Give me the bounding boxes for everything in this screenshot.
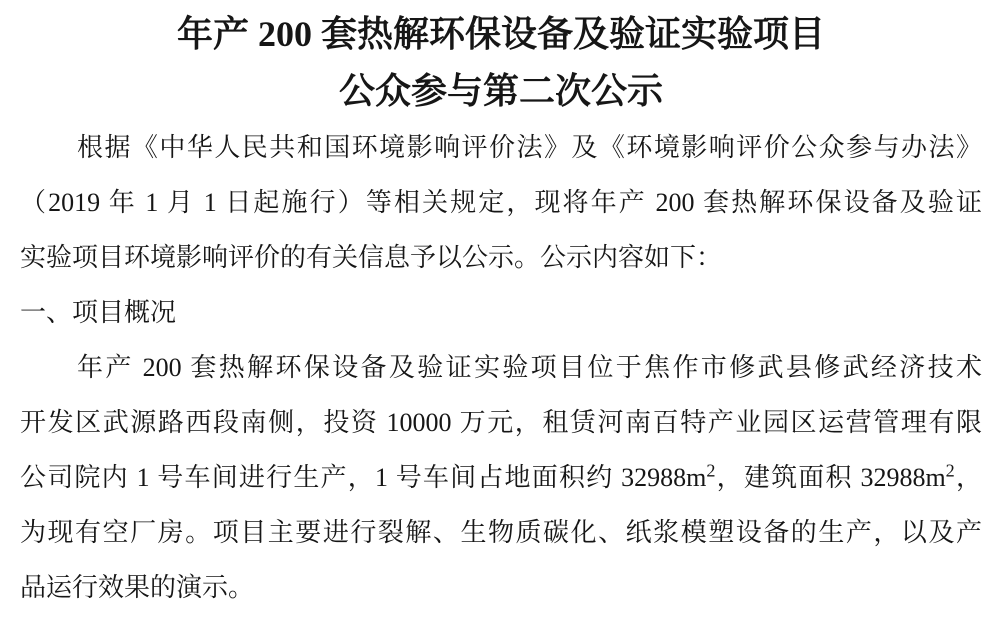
text-line: 公司院内 1 号车间进行生产，1 号车间占地面积约 $32988m^2$，建筑面积 $32988m^2$， bbox=[20, 460, 982, 492]
text-line: 为现有空厂房。项目主要进行裂解、生物质碳化、纸浆模塑设备的生产，以及产 bbox=[20, 518, 982, 547]
title-line-1: 年产 200 套热解环保设备及验证实验项目 bbox=[176, 14, 825, 54]
text-line: 根据《中华人民共和国环境影响评价法》及《环境影响评价公众参与办法》 bbox=[77, 133, 982, 162]
paragraph-project-overview bbox=[20, 340, 982, 615]
text-line: 品运行效果的演示。 bbox=[20, 573, 255, 602]
text-line: （2019 年 1 月 1 日起施行）等相关规定，现将年产 200 套热解环保设备及验证 bbox=[20, 188, 982, 217]
text-line: 实验项目环境影响评价的有关信息予以公示。公示内容如下： bbox=[20, 243, 723, 272]
paragraph-legal-basis bbox=[20, 120, 982, 285]
document-title bbox=[20, 6, 982, 120]
text-line: 开发区武源路西段南侧，投资 10000 万元，租赁河南百特产业园区运营管理有限 bbox=[20, 408, 982, 437]
section-heading-text: 一、项目概况 bbox=[20, 298, 177, 327]
title-line-2: 公众参与第二次公示 bbox=[338, 71, 663, 111]
section-1-heading bbox=[20, 285, 982, 340]
text-line: 年产 200 套热解环保设备及验证实验项目位于焦作市修武县修武经济技术 bbox=[77, 353, 982, 382]
